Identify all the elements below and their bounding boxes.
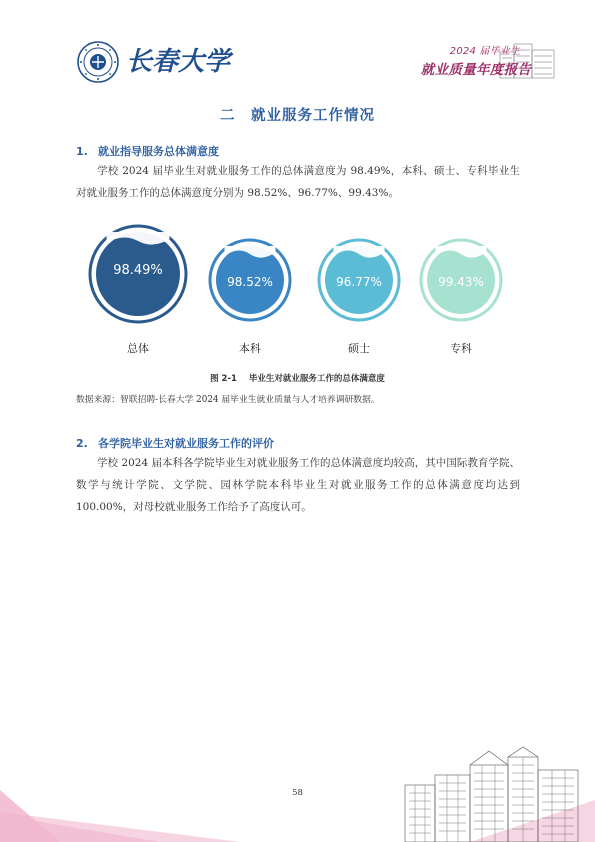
- bubble-category-label: 本科: [239, 342, 261, 355]
- subsection-1-paragraph: 学校 2024 届毕业生对就业服务工作的总体满意度为 98.49%，本科、硕士、专科毕业生对就业服务工作的总体满意度分别为 98.52%、96.77%、99.43%。: [76, 165, 520, 199]
- data-source-note: 数据来源：智联招聘-长春大学 2024 届毕业生就业质量与人才培养调研数据。: [76, 395, 380, 405]
- bubble-value-label: 98.49%: [113, 263, 163, 278]
- figure-number: 图 2-1: [210, 374, 237, 384]
- bubble-3: [319, 240, 399, 355]
- section-title: 二 就业服务工作情况: [220, 108, 375, 124]
- page-number: 58: [292, 788, 303, 798]
- figure-caption-text: 毕业生对就业服务工作的总体满意度: [248, 374, 385, 384]
- bubble-value-label: 96.77%: [336, 275, 382, 289]
- university-seal-logo: [76, 40, 120, 84]
- subsection-2-title: 各学院毕业生对就业服务工作的评价: [98, 437, 274, 450]
- bubble-1: [90, 226, 186, 355]
- figure-caption: [0, 372, 595, 384]
- subsection-2-heading: [76, 435, 274, 451]
- subsection-1-heading: [76, 143, 219, 159]
- subsection-2-paragraph: 学校 2024 届本科各学院毕业生对就业服务工作的总体满意度均较高，其中国际教育学院、数学与统计学院、文学院、园林学院本科毕业生对就业服务工作的总体满意度均达到 100.00%，对母校就业服务工作给予了高度认可。: [76, 457, 520, 513]
- bubble-4: [421, 240, 501, 355]
- bubble-2: [210, 240, 290, 355]
- report-year-label: 2024 届毕业生: [449, 46, 521, 57]
- svg-text:长春大学: 长春大学: [126, 47, 231, 77]
- subsection-2-number: 2.: [76, 437, 88, 450]
- satisfaction-bubble-chart: [76, 222, 520, 362]
- bubble-category-label: 专科: [450, 342, 472, 355]
- bubble-value-label: 99.43%: [438, 275, 484, 289]
- bubble-value-label: 98.52%: [227, 275, 273, 289]
- university-name-calligraphy: [124, 40, 234, 82]
- bubble-category-label: 总体: [127, 342, 149, 355]
- bubble-category-label: 硕士: [348, 342, 370, 355]
- subsection-1-title: 就业指导服务总体满意度: [98, 145, 219, 158]
- subsection-1-number: 1.: [76, 145, 88, 158]
- report-title: 就业质量年度报告: [420, 62, 532, 78]
